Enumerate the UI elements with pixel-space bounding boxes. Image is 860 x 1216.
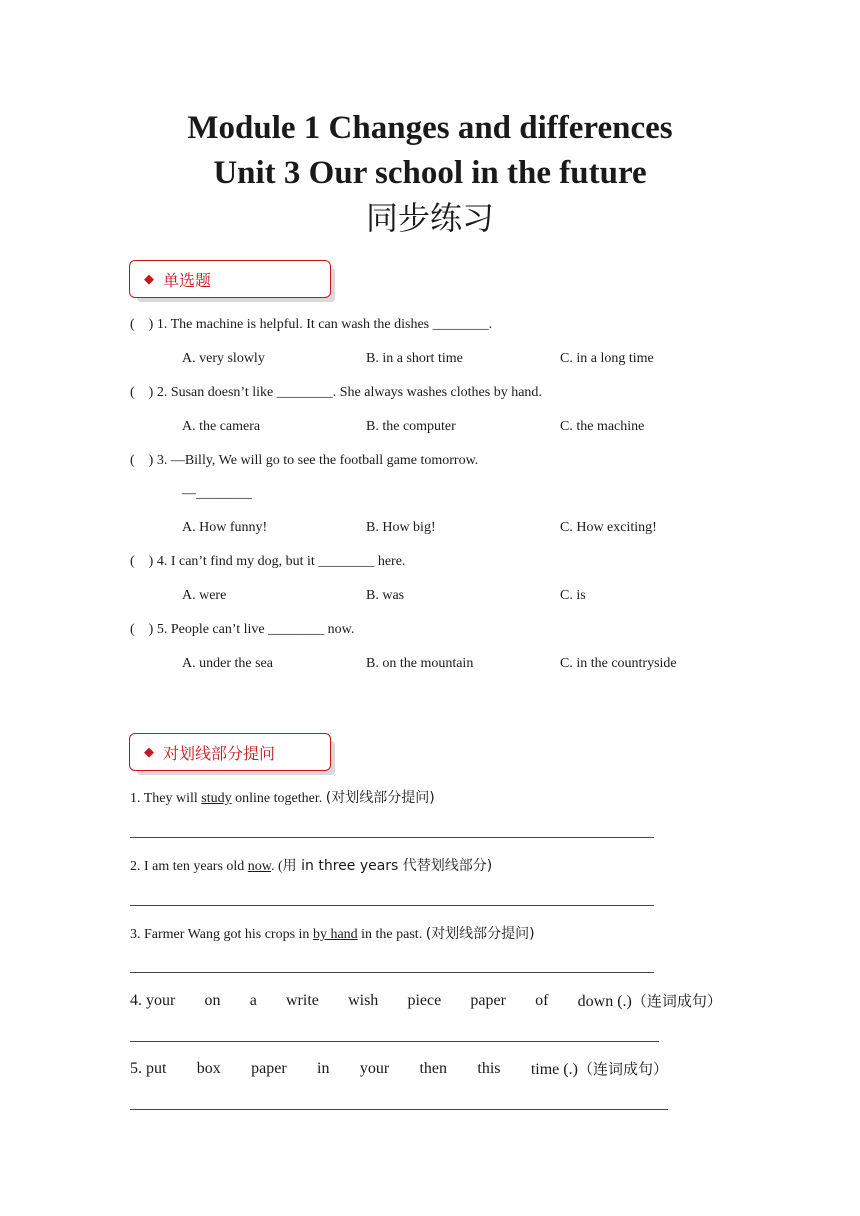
answer-line[interactable] — [130, 1109, 668, 1110]
scramble-word: paper — [251, 1060, 287, 1077]
q1-option-c: C. in a long time — [560, 351, 654, 366]
scramble-word: wish — [348, 992, 379, 1009]
rewrite-item-3 — [130, 925, 535, 944]
answer-line[interactable] — [130, 972, 654, 973]
answer-line[interactable] — [130, 837, 654, 838]
item-text: 3. Farmer Wang got his crops in — [130, 927, 313, 942]
title-line-2: Unit 3 Our school in the future — [213, 155, 647, 191]
rewrite-item-1 — [130, 789, 435, 808]
rewrite-item-2 — [130, 857, 492, 876]
q1-option-a: A. very slowly — [182, 351, 265, 366]
scramble-word: of — [535, 992, 549, 1009]
question-1: ( ) 1. The machine is helpful. It can wash the dishes ________. — [130, 317, 493, 332]
q2-option-b: B. the computer — [366, 419, 456, 434]
item-text: online together. — [231, 791, 326, 806]
item-text: 1. They will — [130, 791, 202, 806]
q5-option-c: C. in the countryside — [560, 656, 677, 671]
scramble-word: paper — [470, 992, 506, 1009]
q2-option-c: C. the machine — [560, 419, 645, 434]
title-line-1: Module 1 Changes and differences — [187, 110, 673, 146]
scramble-word: a — [249, 992, 257, 1009]
section-header-single-choice — [129, 260, 331, 298]
scramble-word: this — [477, 1060, 501, 1077]
question-4: ( ) 4. I can’t find my dog, but it ________ here. — [130, 554, 406, 569]
scramble-item-4 — [130, 991, 722, 1012]
scramble-instruction: （连词成句） — [631, 992, 722, 1010]
scramble-word: box — [196, 1060, 221, 1077]
question-3: ( ) 3. —Billy, We will go to see the football game tomorrow. — [130, 453, 479, 468]
section-header-underline-questions — [129, 733, 331, 771]
scramble-word: your — [359, 1060, 390, 1077]
underlined-word: by hand — [312, 927, 358, 942]
scramble-word: piece — [407, 992, 442, 1009]
question-2: ( ) 2. Susan doesn’t like ________. She always washes clothes by hand. — [130, 385, 542, 400]
q1-option-b: B. in a short time — [366, 351, 463, 366]
scramble-word: in — [317, 1060, 330, 1077]
item-instruction: (对划线部分提问) — [425, 926, 535, 942]
scramble-last — [531, 1059, 668, 1080]
q5-option-b: B. on the mountain — [366, 656, 474, 671]
section-label: 对划线部分提问 — [163, 743, 276, 763]
item-instruction: 用 in three years 代替划线部分) — [282, 858, 493, 874]
scramble-item-5 — [130, 1059, 668, 1080]
q2-option-a: A. the camera — [182, 419, 261, 434]
scramble-word: 5. put — [130, 1060, 167, 1077]
diamond-icon: ◆ — [144, 744, 154, 760]
item-text: in the past. — [357, 927, 426, 942]
item-text: . ( — [271, 859, 283, 874]
underlined-word: study — [201, 791, 232, 806]
q4-option-b: B. was — [366, 588, 405, 603]
scramble-word: down (.) — [577, 993, 632, 1010]
question-3-reply: —________ — [182, 486, 252, 501]
question-5: ( ) 5. People can’t live ________ now. — [130, 622, 355, 637]
underlined-word: now — [247, 859, 271, 874]
q3-option-a: A. How funny! — [182, 520, 268, 535]
scramble-last — [578, 991, 722, 1012]
item-text: 2. I am ten years old — [130, 859, 248, 874]
answer-line[interactable] — [130, 1041, 659, 1042]
q3-option-b: B. How big! — [366, 520, 436, 535]
q3-option-c: C. How exciting! — [560, 520, 657, 535]
scramble-word: time (.) — [530, 1061, 578, 1078]
diamond-icon: ◆ — [144, 271, 154, 287]
scramble-word: on — [204, 992, 221, 1009]
q4-option-c: C. is — [560, 588, 586, 603]
answer-line[interactable] — [130, 905, 654, 906]
section-label: 单选题 — [163, 270, 212, 290]
scramble-word: write — [286, 992, 319, 1009]
q4-option-a: A. were — [182, 588, 227, 603]
item-instruction: (对划线部分提问) — [325, 790, 435, 806]
scramble-word: then — [419, 1060, 448, 1077]
title-line-3: 同步练习 — [365, 199, 494, 237]
scramble-word: 4. your — [130, 992, 176, 1009]
scramble-instruction: （连词成句） — [577, 1060, 668, 1078]
q5-option-a: A. under the sea — [182, 656, 273, 671]
